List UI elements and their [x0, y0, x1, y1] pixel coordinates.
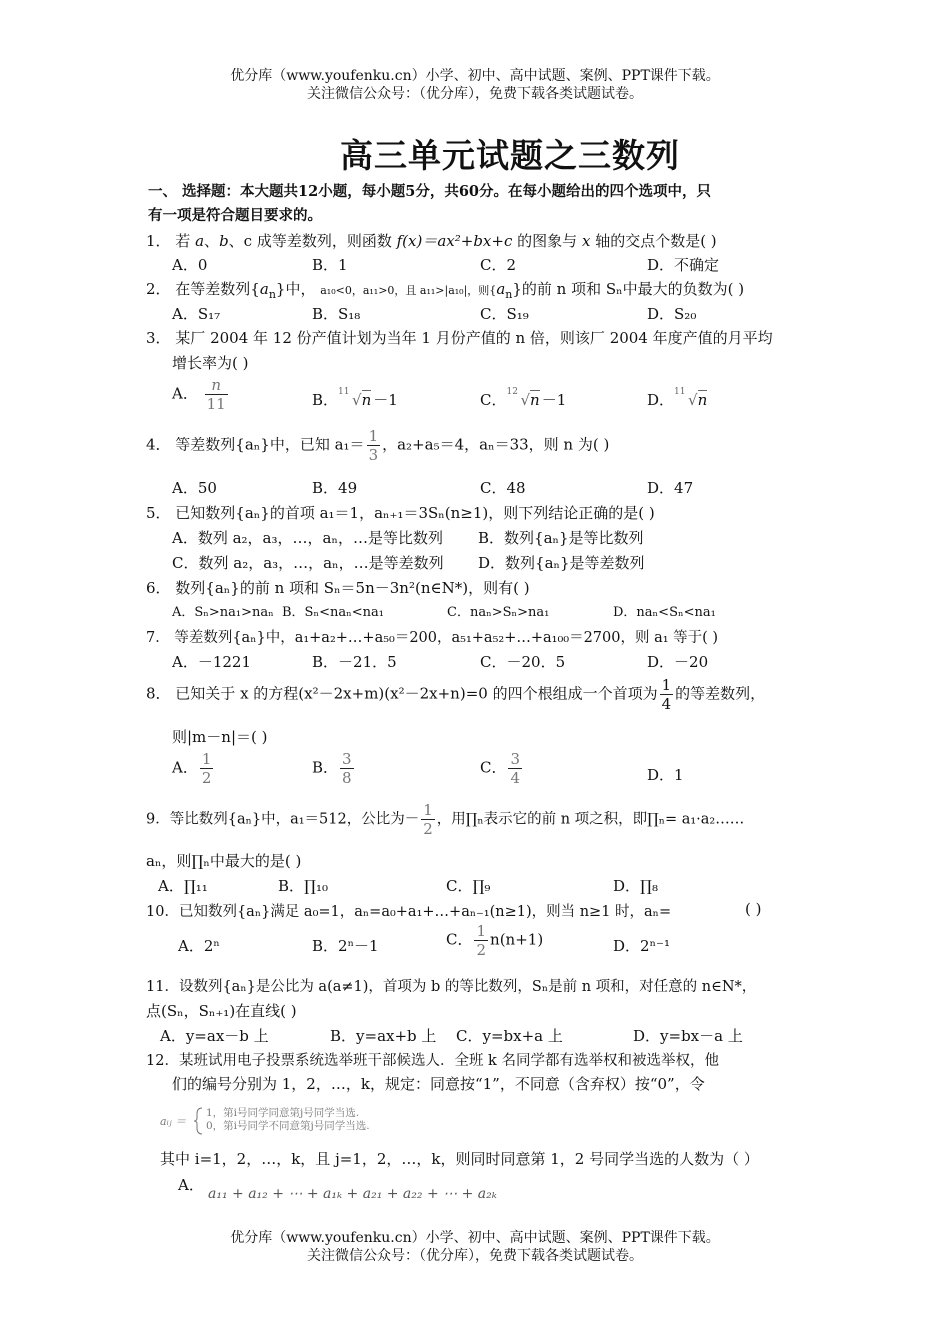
question-5: 5． 已知数列{aₙ}的首项 a₁＝1，aₙ₊₁＝3Sₙ(n≥1)，则下列结论正确的是( ): [146, 504, 655, 522]
q10-answer-paren: ( ): [745, 900, 762, 918]
q4-option-c: C．48: [480, 479, 526, 497]
q4-fraction: $\frac{1}{3}$: [368, 427, 379, 464]
radical: 12 √n: [506, 387, 540, 409]
question-9-line-2: aₙ，则∏ₙ中最大的是( ): [146, 852, 302, 870]
q4-option-d: D．47: [647, 479, 694, 497]
q8-option-b: B． $\frac{3}{8}$: [312, 750, 352, 787]
q1-option-a: A．0: [172, 256, 208, 274]
question-12-line-2: 们的编号分别为 1，2，…，k，规定：同意按“1”，不同意（含弃权）按“0”，令: [172, 1075, 705, 1093]
q2-option-c: C．S₁₉: [480, 305, 529, 323]
q8-option-a: A． $\frac{1}{2}$: [172, 750, 212, 787]
question-4: 4． 等差数列{aₙ}中，已知 a₁＝ $\frac{1}{3}$ ，a₂+a₅＝4，aₙ＝33，则 n 为( ): [146, 427, 610, 464]
q4-option-a: A．50: [172, 479, 217, 497]
question-12-line-3: 其中 i=1，2，…，k，且 j=1，2，…，k，则同时同意第 1，2 号同学当选的人数为（ ）: [160, 1150, 759, 1168]
question-2: 2． 在等差数列$\{a_n\}$中， a₁₀<0，a₁₁>0，且 a₁₁>|a₁₀|，则$\{a_n\}$的前 n 项和 Sₙ中最大的负数为( ): [146, 280, 745, 301]
q6-option-b: B．Sₙ<naₙ<na₁: [282, 605, 384, 620]
q7-option-d: D．－20: [647, 653, 709, 671]
question-12-line-1: 12．某班试用电子投票系统选举班干部候选人．全班 k 名同学都有选举权和被选举权，他: [146, 1053, 719, 1069]
question-11-line-2: 点(Sₙ，Sₙ₊₁)在直线( ): [146, 1002, 297, 1020]
q2-option-b: B．S₁₈: [312, 305, 361, 323]
footer-line-1: 优分库（www.youfenku.cn）小学、初中、高中试题、案例、PPT课件下载。: [230, 1230, 720, 1246]
q9-option-d: D．∏₈: [613, 877, 658, 895]
q10-option-d: D．2ⁿ⁻¹: [613, 937, 670, 955]
q8-option-d: D．1: [647, 766, 684, 784]
q11-option-c: C．y=bx+a 上: [456, 1027, 563, 1045]
q5-option-c: C．数列 a₂，a₃，…，aₙ，…是等差数列: [172, 554, 444, 572]
q10-option-b: B．2ⁿ－1: [312, 937, 379, 955]
q7-option-a: A．－1221: [172, 653, 252, 671]
q11-option-b: B．y=ax+b 上: [330, 1027, 437, 1045]
q8-option-c: C． $\frac{3}{4}$: [480, 750, 521, 787]
q5-option-d: D．数列{aₙ}是等差数列: [478, 554, 645, 572]
q1-option-d: D．不确定: [647, 256, 720, 274]
question-6: 6． 数列{aₙ}的前 n 项和 Sₙ＝5n－3n²(n∈N*)，则有( ): [146, 579, 530, 597]
section-heading-line-1: 一、 选择题：本大题共12小题，每小题5分，共60分。在每小题给出的四个选项中，只: [148, 183, 711, 200]
q12-option-a-expression: a₁₁ + a₁₂ + ⋯ + a₁ₖ + a₂₁ + a₂₂ + ⋯ + a₂ₖ: [208, 1186, 497, 1202]
q5-option-b: B．数列{aₙ}是等比数列: [478, 529, 644, 547]
q6-option-a: A．Sₙ>na₁>naₙ: [172, 605, 274, 620]
q9-option-c: C．∏₉: [446, 877, 491, 895]
q1-option-c: C．2: [480, 256, 517, 274]
q6-option-c: C．naₙ>Sₙ>na₁: [447, 605, 550, 620]
q9-option-a: A．∏₁₁: [158, 877, 208, 895]
q9-fraction: $\frac{1}{2}$: [423, 801, 433, 838]
q2-option-a: A．S₁₇: [172, 305, 221, 323]
q4-option-b: B．49: [312, 479, 358, 497]
question-10: 10．已知数列{aₙ}满足 a₀=1，aₙ=a₀+a₁+…+aₙ₋₁(n≥1)，则当 n≥1 时，aₙ=: [146, 904, 672, 920]
question-7: 7． 等差数列{aₙ}中，a₁+a₂+…+a₅₀＝200，a₅₁+a₅₂+…+a₁₀₀＝2700，则 a₁ 等于( ): [146, 630, 719, 646]
question-1: 1． 若 a、b、c 成等差数列，则函数 f(x)＝ax²+bx+c 的图象与 x 轴的交点个数是( ): [146, 232, 717, 250]
piecewise-definition: aᵢⱼ ＝ 1，第i号同学同意第j号同学当选. 0，第i号同学不同意第j号同学当选.: [160, 1107, 520, 1135]
question-3-line-1: 3． 某厂 2004 年 12 份产值计划为当年 1 月份产值的 n 倍，则该厂 2004 年度产值的月平均: [146, 329, 773, 347]
q3-option-b: B． 11 √n －1: [312, 387, 398, 409]
q3-option-a: A． $\frac{n}{11}$: [172, 376, 226, 413]
radical: 11 √n: [338, 387, 372, 409]
q7-option-b: B．－21．5: [312, 653, 397, 671]
question-11-line-1: 11．设数列{aₙ}是公比为 a(a≠1)，首项为 b 的等比数列，Sₙ是前 n 项和，对任意的 n∈N*，: [146, 979, 757, 995]
question-8-line-2: 则|m－n|＝( ): [172, 728, 268, 746]
q11-option-a: A．y=ax－b 上: [160, 1027, 269, 1045]
q9-option-b: B．∏₁₀: [278, 877, 328, 895]
radical: 11 √n: [674, 387, 708, 409]
q5-option-a: A．数列 a₂，a₃，…，aₙ，…是等比数列: [172, 529, 443, 547]
q3-option-c: C． 12 √n －1: [480, 387, 567, 409]
q10-option-a: A．2ⁿ: [178, 937, 220, 955]
header-line-1: 优分库（www.youfenku.cn）小学、初中、高中试题、案例、PPT课件下载。: [230, 68, 720, 84]
q10-option-c: C． $\frac{1}{2}$ n(n+1): [446, 922, 544, 959]
q11-option-d: D．y=bx－a 上: [633, 1027, 743, 1045]
q7-option-c: C．－20．5: [480, 653, 566, 671]
q1-option-b: B．1: [312, 256, 348, 274]
section-heading-line-2: 有一项是符合题目要求的。: [148, 207, 322, 224]
brace-icon: [194, 1107, 204, 1135]
q6-option-d: D．naₙ<Sₙ<na₁: [613, 605, 716, 620]
q8-fraction: $\frac{1}{4}$: [661, 676, 672, 713]
question-8: 8． 已知关于 x 的方程(x²－2x+m)(x²－2x+n)=0 的四个根组成一个首项为 $\frac{1}{4}$ 的等差数列，: [146, 676, 766, 713]
question-9: 9．等比数列{aₙ}中，a₁＝512，公比为－ $\frac{1}{2}$ ，用∏ₙ表示它的前 n 项之积，即∏ₙ= a₁·a₂……: [146, 801, 745, 838]
q3-option-d: D． 11 √n: [647, 387, 708, 409]
footer-line-2: 关注微信公众号：（优分库），免费下载各类试题试卷。: [307, 1248, 643, 1264]
q2-option-d: D．S₂₀: [647, 305, 697, 323]
page-title: 高三单元试题之三数列: [340, 136, 680, 175]
header-line-2: 关注微信公众号：（优分库），免费下载各类试题试卷。: [307, 86, 643, 102]
question-3-line-2: 增长率为( ): [172, 354, 249, 372]
q3-option-a-fraction: $\frac{n}{11}$: [206, 376, 226, 413]
q12-option-a-label: A．: [178, 1176, 204, 1194]
